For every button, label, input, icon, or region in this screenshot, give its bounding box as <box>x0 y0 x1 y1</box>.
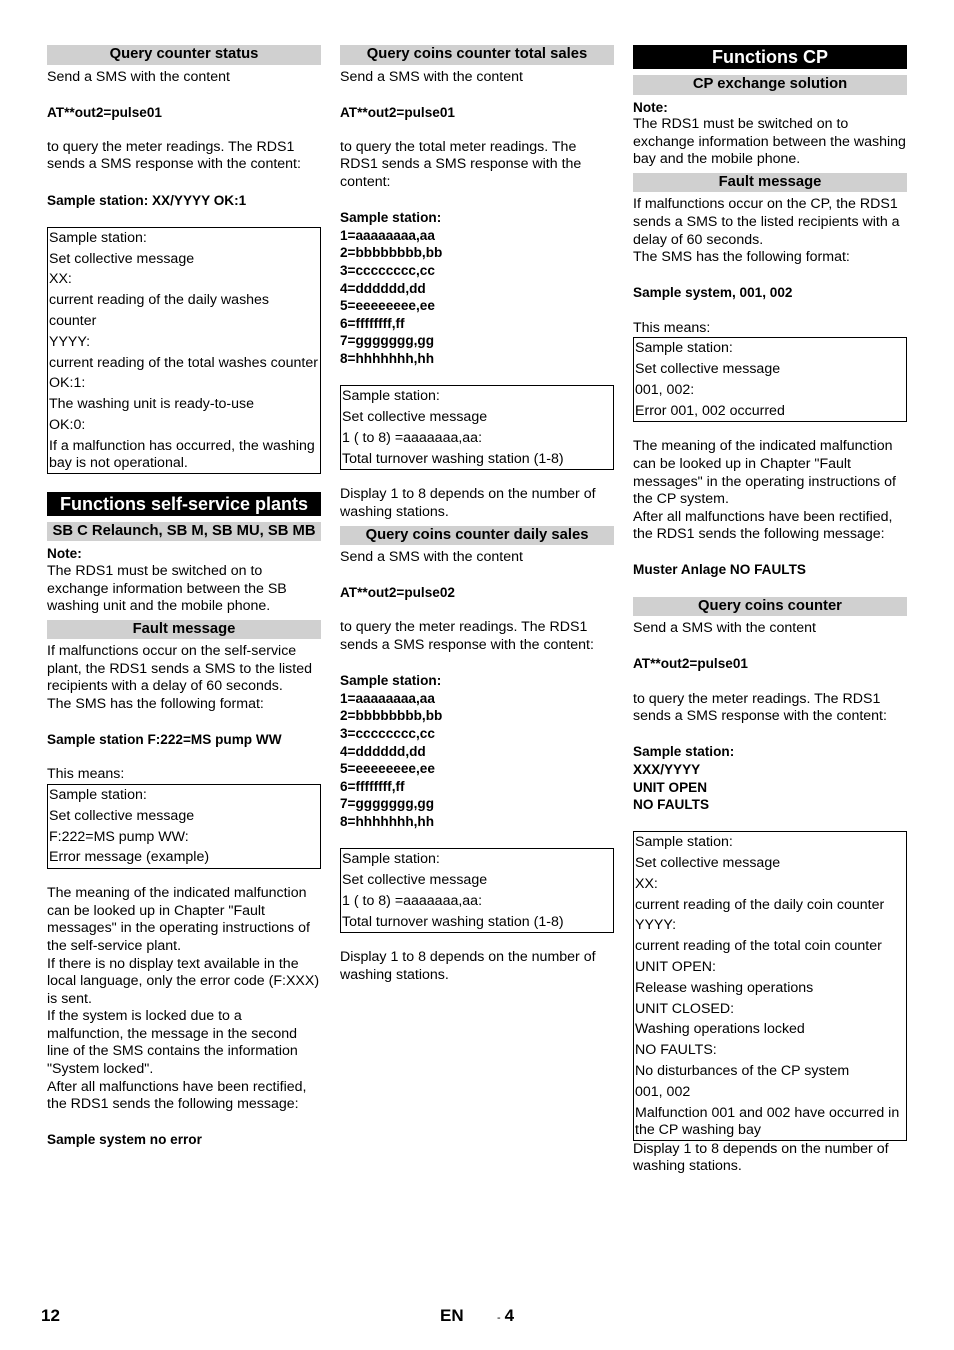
table-row: XX: <box>635 875 658 892</box>
text-description: to query the meter readings. The RDS1 sends a SMS response with the content: <box>633 690 887 725</box>
command-text: AT**out2=pulse01 <box>340 104 455 120</box>
sample-line: 3=cccccccc,cc <box>340 726 435 741</box>
table-row: OK:1: <box>49 375 86 392</box>
table-row: Error message (example) <box>49 849 210 866</box>
column-2 <box>340 45 614 985</box>
note-text: The RDS1 must be switched on to exchange information between the SB washing unit and the mobile phone. <box>47 562 287 615</box>
sub-page <box>497 1307 514 1328</box>
sample-line: 7=ggggggg,gg <box>340 796 435 812</box>
table-row: Total turnover washing station (1-8) <box>342 913 564 930</box>
sample-line: 5=eeeeeeee,ee <box>340 298 435 314</box>
text-after-rectified: After all malfunctions have been rectified, the RDS1 sends the following message: <box>633 508 893 543</box>
legend-table-total-sales <box>340 385 614 470</box>
sample-line: Sample station: <box>340 210 442 226</box>
legend-table-coins-counter <box>633 831 907 1140</box>
table-row: Set collective message <box>49 807 195 824</box>
sample-fault: Sample station F:222=MS pump WW <box>47 732 282 748</box>
sample-line: 6=ffffffff,ff <box>340 315 405 331</box>
heading-query-daily-sales: Query coins counter daily sales <box>340 526 614 546</box>
table-row: 001, 002 <box>635 1083 691 1100</box>
table-row: OK:0: <box>49 417 86 434</box>
table-row: XX: <box>49 271 72 288</box>
table-row: Sample station: <box>635 834 733 851</box>
table-row: Release washing operations <box>635 979 814 996</box>
note-label: Note: <box>47 546 82 562</box>
sample-line: 8=hhhhhhh,hh <box>340 351 435 366</box>
table-row: Set collective message <box>342 871 488 888</box>
sample-line: Sample station: <box>340 673 442 689</box>
text-display-note: Display 1 to 8 depends on the number of washing stations. <box>633 1140 889 1175</box>
text-description: to query the meter readings. The RDS1 sends a SMS response with the content: <box>47 138 301 173</box>
table-row: The washing unit is ready-to-use <box>49 396 255 413</box>
sub-page-number: 4 <box>504 1306 515 1325</box>
column-3 <box>633 45 907 1176</box>
text-means: This means: <box>47 766 125 783</box>
sample-line: UNIT OPEN <box>633 779 708 795</box>
text-means: This means: <box>633 319 711 336</box>
page-number: 12 <box>41 1306 60 1325</box>
text-system-locked: If the system is locked due to a malfunction, the message in the second line of the SMS contains the information "System locked". <box>47 1008 298 1078</box>
table-row: Set collective message <box>635 360 781 377</box>
text-no-display: If there is no display text available in the local language, only the error code (F:XXX) is sent. <box>47 955 320 1007</box>
text-fault-description: If malfunctions occur on the CP, the RDS1 sends a SMS to the listed recipients with a delay of 60 seconds. <box>633 196 900 248</box>
sample-line: 1=aaaaaaaa,aa <box>340 690 435 706</box>
legend-table-counter-status <box>47 227 321 474</box>
table-row: Set collective message <box>49 250 195 267</box>
heading-cp-exchange-solution: CP exchange solution <box>633 75 907 95</box>
heading-query-coins-counter: Query coins counter <box>633 597 907 617</box>
sample-line: 5=eeeeeeee,ee <box>340 761 435 777</box>
message-no-faults: Muster Anlage NO FAULTS <box>633 562 806 578</box>
table-row: 1 ( to 8) =aaaaaaa,aa: <box>342 892 483 909</box>
legend-table-fault <box>47 784 321 869</box>
sample-response: Sample station: XX/YYYY OK:1 <box>47 192 247 208</box>
text-send-sms: Send a SMS with the content <box>633 620 816 637</box>
sample-line: 2=bbbbbbbb,bb <box>340 708 443 724</box>
text-format: The SMS has the following format: <box>633 249 850 266</box>
command-text: AT**out2=pulse01 <box>47 104 162 120</box>
table-row: YYYY: <box>49 333 91 350</box>
table-row: Total turnover washing station (1-8) <box>342 450 564 467</box>
text-description: to query the total meter readings. The RDS1 sends a SMS response with the content: <box>340 138 582 191</box>
text-send-sms: Send a SMS with the content <box>340 68 523 85</box>
heading-sb-models: SB C Relaunch, SB M, SB MU, SB MB <box>47 522 321 542</box>
table-row: Set collective message <box>342 408 488 425</box>
table-row: Sample station: <box>342 388 440 405</box>
sample-line: NO FAULTS <box>633 797 710 813</box>
table-row: Set collective message <box>635 855 781 872</box>
table-row: Sample station: <box>635 340 733 357</box>
command-text: AT**out2=pulse01 <box>633 656 748 672</box>
text-display-note: Display 1 to 8 depends on the number of washing stations. <box>340 486 596 520</box>
table-row: Washing operations locked <box>635 1021 805 1038</box>
table-row: current reading of the total coin counter <box>635 938 882 955</box>
table-row: YYYY: <box>635 917 677 934</box>
text-meaning: The meaning of the indicated malfunction can be looked up in Chapter "Fault messages" in the operating instructions of the self-service plant. <box>47 885 310 954</box>
heading-functions-self-service-plants: Functions self-service plants <box>47 492 321 516</box>
text-after-rectified: After all malfunctions have been rectified, the RDS1 sends the following message: <box>47 1078 307 1113</box>
sample-line: 4=dddddd,dd <box>340 743 426 759</box>
table-row: Sample station: <box>49 229 147 246</box>
table-row: F:222=MS pump WW: <box>49 828 189 845</box>
table-row: 001, 002: <box>635 381 695 398</box>
table-row: If a malfunction has occurred, the washing bay is not operational. <box>49 437 315 471</box>
table-row: No disturbances of the CP system <box>635 1063 850 1080</box>
table-row: current reading of the daily coin counter <box>635 896 885 913</box>
command-text: AT**out2=pulse02 <box>340 585 455 601</box>
heading-fault-message: Fault message <box>47 620 321 640</box>
sample-line: 1=aaaaaaaa,aa <box>340 227 435 243</box>
table-row: Malfunction 001 and 002 have occurred in the CP washing bay <box>635 1104 900 1138</box>
sample-line: 8=hhhhhhh,hh <box>340 813 435 829</box>
sample-fault: Sample system, 001, 002 <box>633 285 793 301</box>
table-row: UNIT CLOSED: <box>635 1000 735 1017</box>
text-description: to query the meter readings. The RDS1 sends a SMS response with the content: <box>340 619 594 654</box>
text-send-sms: Send a SMS with the content <box>340 549 523 566</box>
dash: - <box>497 1312 501 1324</box>
heading-fault-message: Fault message <box>633 173 907 193</box>
sample-line: 3=cccccccc,cc <box>340 263 435 279</box>
note-label: Note: <box>633 99 668 115</box>
table-row: current reading of the daily washes counter <box>49 292 270 330</box>
heading-functions-cp: Functions CP <box>633 45 907 69</box>
sample-response-block <box>340 209 614 367</box>
table-row: Sample station: <box>49 786 147 803</box>
text-fault-description: If malfunctions occur on the self-service plant, the RDS1 sends a SMS to the listed recipients with a delay of 60 seconds. <box>47 643 312 695</box>
table-row: Error 001, 002 occurred <box>635 402 785 419</box>
table-row: current reading of the total washes counter <box>49 354 318 371</box>
sample-line: 7=ggggggg,gg <box>340 333 435 349</box>
heading-query-total-sales: Query coins counter total sales <box>340 45 614 65</box>
sample-line: 4=dddddd,dd <box>340 280 426 296</box>
sample-line: 6=ffffffff,ff <box>340 778 405 794</box>
sample-line: 2=bbbbbbbb,bb <box>340 245 443 261</box>
sample-response-block <box>340 672 614 830</box>
table-row: Sample station: <box>342 851 440 868</box>
sample-response-block <box>633 743 907 813</box>
message-no-error: Sample system no error <box>47 1132 202 1148</box>
table-row: NO FAULTS: <box>635 1042 717 1059</box>
column-1 <box>47 45 321 1149</box>
heading-query-counter-status: Query counter status <box>47 45 321 65</box>
table-row: UNIT OPEN: <box>635 959 716 976</box>
legend-table-fault <box>633 337 907 422</box>
sample-line: XXX/YYYY <box>633 761 701 777</box>
language-code: EN <box>440 1306 464 1325</box>
text-format: The SMS has the following format: <box>47 695 264 712</box>
text-send-sms: Send a SMS with the content <box>47 68 230 85</box>
note-text: The RDS1 must be switched on to exchange information between the washing bay and the mobile phone. <box>633 116 906 168</box>
legend-table-daily-sales <box>340 848 614 933</box>
text-display-note: Display 1 to 8 depends on the number of washing stations. <box>340 949 596 983</box>
table-row: 1 ( to 8) =aaaaaaa,aa: <box>342 429 483 446</box>
sample-line: Sample station: <box>633 744 735 760</box>
text-meaning: The meaning of the indicated malfunction can be looked up in Chapter "Fault messages" in the operating instructions of the CP system. <box>633 438 896 508</box>
